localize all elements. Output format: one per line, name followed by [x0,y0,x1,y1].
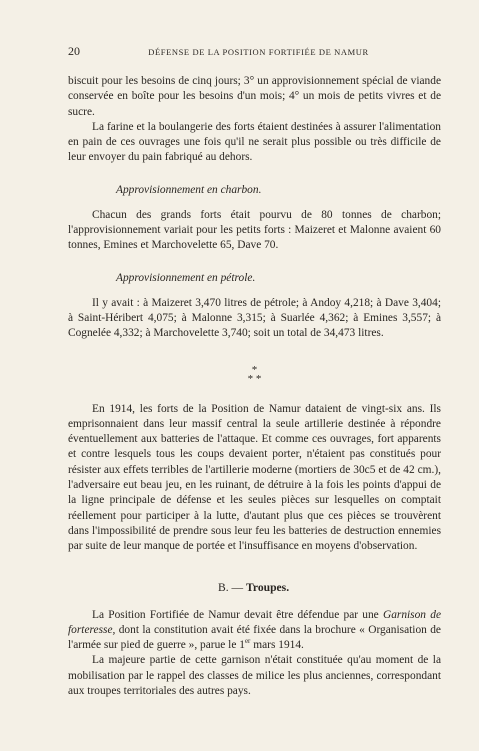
heading-troops [68,581,441,594]
asterism-bottom: * * [247,372,262,385]
paragraph-forts-1914: En 1914, les forts de la Position de Namur dataient de vingt-six ans. Ils emprisonnaient dans leur massif central la seule artillerie destinée à répondre éventuellement aux batteries de l'attaque. Et comme ces ouvrages, fort apparents et contre lesquels tous les coups devaient porter, n'étaient pas constitués pour résister aux effets terribles de l'artillerie moderne (mortiers de 30c5 et de 42 cm.), l'adversaire eut beau jeu, en les ruinant, de détruire à la fois les points d'appui de la ligne principale de défense et les seules pièces sur lesquelles on comptait réellement pour participer à la lutte, d'autant plus que ces pièces se trouvèrent dans l'impossibilité de prendre sous leur feu les batteries de destruction ennemies par suite de leur manque de portée et l'insuffisance en moyens d'observation. [68,402,441,553]
garrison-emphasis: Garnison de forteresse, [68,608,441,636]
paragraph-provisions: biscuit pour les besoins de cinq jours; 3° un approvisionnement spécial de viande conservée en boîte pour les besoins d'un mois; 4° un mois de petits vivres et de sucre. [68,75,441,118]
garrison-text-c: mars 1914. [250,639,304,652]
garrison-superscript: er [244,637,251,646]
asterism-separator [68,363,441,385]
running-title: DÉFENSE DE LA POSITION FORTIFIÉE DE NAMUR [148,47,369,57]
page-number: 20 [68,44,80,58]
paragraph-mobilisation: La majeure partie de cette garnison n'était constituée qu'au moment de la mobilisation par le rappel des classes de milice les plus anciennes, correspondant aux troupes territoriales des autres pays. [68,654,441,698]
garrison-text-b: dont la constitution avait été fixée dans la brochure « Organisation de l'armée sur pied de guerre », parue le 1 [68,623,441,652]
paragraph-bakery: La farine et la boulangerie des forts étaient destinées à assurer l'alimentation en pain de ces ouvrages une fois qu'il ne serait plus possible ou très difficile de leur envoyer du pain fabriqué au dehors. [68,120,441,164]
heading-coal: Approvisionnement en charbon. [116,183,262,196]
garrison-text-a: La Position Fortifiée de Namur devait être défendue par une [92,608,383,621]
asterism-top: * [251,363,258,376]
running-head [68,44,441,62]
heading-troops-prefix: B. — [218,580,247,594]
heading-troops-title: Troupes. [246,580,290,594]
paragraph-petroleum: Il y avait : à Maizeret 3,470 litres de pétrole; à Andoy 4,218; à Dave 3,404; à Saint-Héribert 4,075; à Malonne 3,315; à Suarlée 4,362; à Emines 3,557; à Cognelée 4,332; à Marchovelette 3,740; soit un total de 34,473 litres. [68,296,441,340]
paragraph-garrison [68,608,441,654]
heading-petroleum: Approvisionnement en pétrole. [116,271,256,284]
paragraph-coal: Chacun des grands forts était pourvu de 80 tonnes de charbon; l'approvisionnement variait pour les petits forts : Maizeret et Malonne avaient 60 tonnes, Emines et Marchovelette 65, Dave 70. [68,208,441,252]
